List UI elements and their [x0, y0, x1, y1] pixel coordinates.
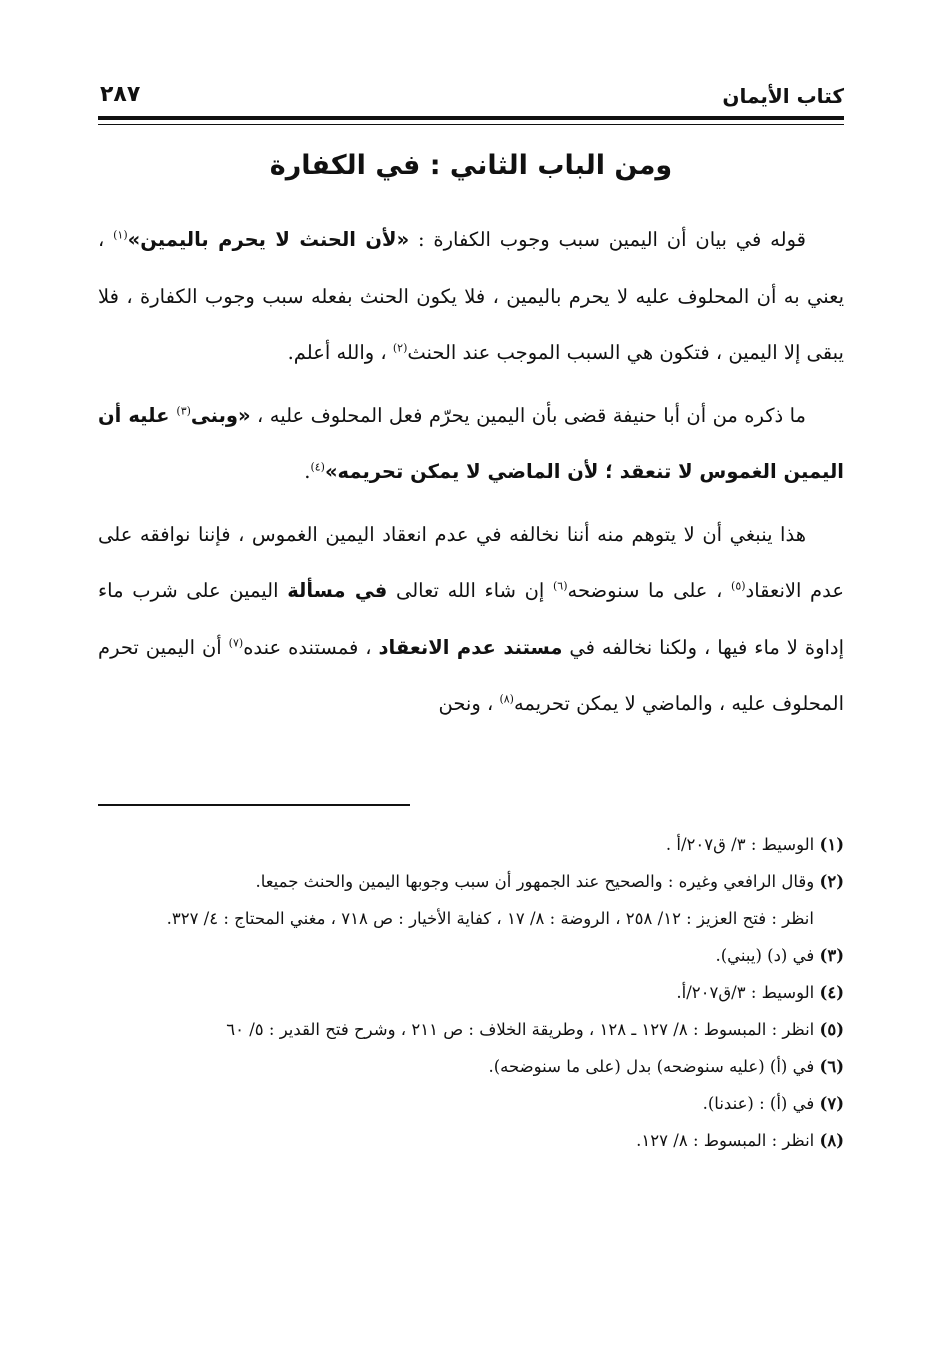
footnote-text: انظر : المبسوط : ٨/ ١٢٧ ـ ١٢٨ ، وطريقة الخلاف : ص ٢١١ ، وشرح فتح القدير : ٥/ ٦٠	[226, 1020, 820, 1039]
text-span: قوله في بيان أن اليمين سبب وجوب الكفارة :	[409, 228, 806, 251]
footnote-ref: (٣)	[176, 404, 191, 417]
text-span: ، فمستنده عنده	[243, 635, 379, 659]
footnote-1	[98, 826, 844, 863]
text-span: اليمين على شرب ماء إداوة لا ماء فيها ، ولكنا نخالفه في	[98, 579, 845, 659]
running-title: كتاب الأيمان	[722, 84, 844, 108]
footnote-number: (٧)	[819, 1094, 844, 1113]
footnote-5	[98, 1011, 844, 1048]
text-span: إن شاء الله تعالى	[387, 579, 553, 602]
footnote-text: في (د) (يبني).	[715, 946, 820, 965]
text-span: ، والله أعلم.	[287, 341, 393, 364]
footnote-number: (٢)	[819, 872, 844, 891]
page-header	[98, 78, 844, 114]
footnote-2	[98, 863, 844, 900]
footnote-text: في (أ) : (عندنا).	[702, 1094, 820, 1113]
paragraph-3	[98, 507, 844, 733]
footnote-separator	[98, 804, 410, 806]
header-rule-thick	[98, 116, 844, 120]
footnote-text: الوسيط : ٣/ق٢٠٧/أ.	[676, 983, 820, 1002]
header-rule-thin	[98, 124, 844, 125]
footnote-text: الوسيط : ٣/ ق٢٠٧/أ .	[665, 835, 820, 854]
page-number: ٢٨٧	[100, 82, 141, 107]
text-span: ، ونحن	[438, 692, 500, 715]
footnote-ref: (٢)	[392, 341, 408, 355]
footnote-text: انظر : فتح العزيز : ١٢/ ٢٥٨ ، الروضة : ٨/ ١٧ ، كفاية الأخيار : ص ٧١٨ ، مغني المحتاج : ٤/ ٣٢٧.	[166, 909, 814, 928]
footnote-number: (٥)	[819, 1020, 844, 1039]
text-span: ، يعني به أن المحلوف عليه لا يحرم باليمين ، فلا يكون الحنث بفعله سبب وجوب الكفارة ، فلا يبقى إلا اليمين ، فتكون هي السبب الموجب عند الحنث	[98, 228, 844, 364]
text-span: ، على ما سنوضحه	[567, 579, 732, 602]
footnote-number: (١)	[819, 835, 844, 854]
quoted-text: «وبنى	[190, 403, 251, 427]
footnote-8	[98, 1122, 844, 1159]
footnote-text: في (أ) (عليه سنوضحه) بدل (على ما سنوضحه).	[488, 1057, 820, 1076]
paragraph-1	[98, 212, 844, 382]
quoted-text: «لأن الحنث لا يحرم باليمين»	[127, 228, 410, 251]
section-title: ومن الباب الثاني : في الكفارة	[269, 150, 673, 181]
footnote-number: (٤)	[819, 983, 844, 1002]
footnote-number: (٦)	[819, 1057, 844, 1076]
footnote-ref: (٦)	[553, 579, 568, 593]
main-text	[98, 212, 844, 739]
text-span: أن اليمين تحرم المحلوف عليه ، والماضي لا يمكن تحريمه	[98, 635, 844, 715]
bold-text: في مسألة	[287, 579, 388, 602]
footnote-number: (٣)	[819, 946, 844, 965]
bold-text: مستند عدم الانعقاد	[378, 635, 563, 659]
text-span: .	[304, 460, 311, 483]
text-span: هذا ينبغي أن لا يتوهم منه أننا نخالفه في عدم انعقاد اليمين الغموس ، فإننا نوافقه على عدم الانعقاد	[98, 522, 845, 602]
footnote-ref: (١)	[113, 228, 128, 242]
footnote-2-continuation	[98, 900, 844, 937]
footnote-ref: (٥)	[731, 579, 746, 593]
footnote-number: (٨)	[819, 1131, 844, 1150]
footnote-3	[98, 937, 844, 974]
quoted-text: عليه أن اليمين الغموس لا تنعقد ؛ لأن الماضي لا يمكن تحريمه»	[98, 403, 844, 483]
footnote-text: انظر : المبسوط : ٨/ ١٢٧.	[636, 1131, 820, 1150]
footnote-ref: (٨)	[499, 692, 514, 706]
footnote-text: وقال الرافعي وغيره : والصحيح عند الجمهور أن سبب وجوبها اليمين والحنث جميعا.	[255, 872, 820, 891]
footnote-ref: (٤)	[310, 460, 325, 474]
footnote-7	[98, 1085, 844, 1122]
footnote-4	[98, 974, 844, 1011]
paragraph-2	[98, 388, 844, 501]
footnote-6	[98, 1048, 844, 1085]
footnotes	[98, 826, 844, 1159]
text-span: ما ذكره من أن أبا حنيفة قضى بأن اليمين يحرّم فعل المحلوف عليه ،	[250, 403, 806, 427]
footnote-ref: (٧)	[228, 636, 244, 649]
